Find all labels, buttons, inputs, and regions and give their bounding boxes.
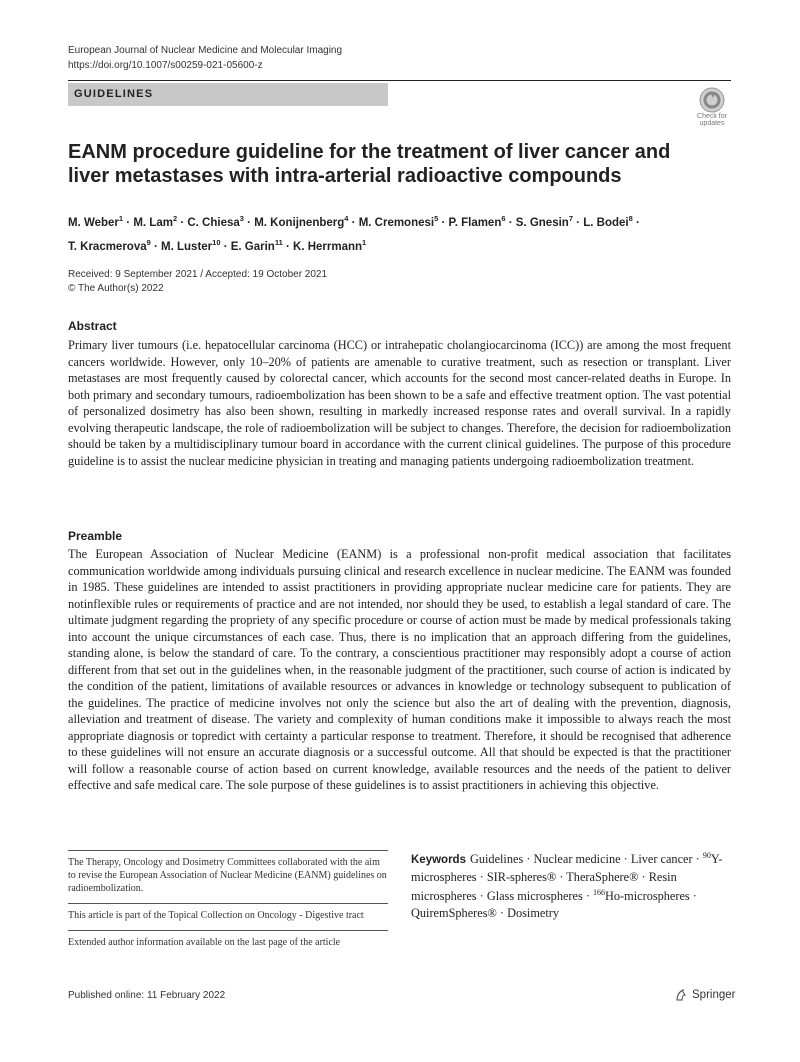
keywords-list: Guidelines · Nuclear medicine · Liver cancer · $^{90}$Y-microspheres · SIR-spheres® · TheraSphere® · Resin microspheres · Glass microspheres · $^{166}$Ho-microspheres · QuiremSpheres® · Dosimetry bbox=[411, 851, 723, 920]
preamble-text: The European Association of Nuclear Medicine (EANM) is a professional non-profit medical association that facilitates communication worldwide among individuals pursuing clinical and research excellence in nuclear medicine. The EANM was founded in 1985. These guidelines are intended to assist practitioners in providing appropriate nuclear medicine care for patients. They are notinflexible rules or requirements of practice and are not intended, nor should they be used, to establish a legal standard of care. The ultimate judgment regarding the propriety of any specific procedure or course of action must be made by medical professionals taking into account the unique circumstances of each case. Thus, there is no implication that an approach differing from the guidelines, standing alone, is below the standard of care. To the contrary, a conscientious practitioner may responsibly adopt a course of action different from that set out in the guidelines when, in the reasonable judgment of the practitioner, such course of action is indicated by the condition of the patient, limitations of available resources or advances in knowledge or technology subsequent to publication of the guidelines. The practice of medicine involves not only the science but also the art of dealing with the prevention, diagnosis, alleviation and treatment of disease. The variety and complexity of human conditions make it impossible to always reach the most appropriate diagnosis or topredict with certainty a particular response to treatment. Therefore, it should be recognised that adherence to these guidelines will not ensure an accurate diagnosis or a successful outcome. All that should be expected is that the practitioner will follow a reasonable course of action based on current knowledge, available resources and the needs of the patient to deliver effective and safe medical care. The sole purpose of these guidelines is to assist practitioners in achieving this objective. bbox=[68, 547, 731, 792]
author-separator: · bbox=[505, 216, 516, 229]
abstract-heading: Abstract bbox=[68, 319, 117, 333]
author-affiliation: 1 bbox=[118, 214, 124, 223]
check-for-updates-button[interactable] bbox=[690, 87, 734, 127]
journal-header bbox=[68, 43, 342, 73]
footnote-author-info: Extended author information available on the last page of the article bbox=[68, 930, 388, 957]
keyword-item: Resin microspheres bbox=[411, 869, 677, 904]
keyword-item: Glass microspheres bbox=[486, 889, 583, 904]
author-affiliation: 8 bbox=[628, 214, 633, 223]
article-type-badge: GUIDELINES bbox=[68, 83, 388, 106]
check-updates-line2: updates bbox=[699, 120, 725, 127]
preamble-heading: Preamble bbox=[68, 529, 123, 543]
author-name[interactable]: P. Flamen$^6$ bbox=[448, 214, 506, 229]
author-name[interactable]: L. Bodei$^8$ bbox=[583, 214, 633, 229]
author-affiliation: 6 bbox=[501, 214, 506, 223]
springer-horse-icon bbox=[674, 988, 688, 1002]
author-name[interactable]: M. Konijnenberg$^4$ bbox=[254, 214, 349, 229]
author-name[interactable]: E. Garin$^{11}$ bbox=[230, 237, 283, 253]
author-separator: · bbox=[177, 216, 188, 229]
author-affiliation: 9 bbox=[146, 237, 151, 247]
keywords-block bbox=[411, 848, 733, 921]
published-date: Published online: 11 February 2022 bbox=[68, 990, 226, 1001]
keyword-item: Nuclear medicine bbox=[533, 852, 621, 867]
author-name[interactable]: K. Herrmann$^1$ bbox=[293, 237, 367, 253]
author-separator: · bbox=[632, 216, 640, 229]
footnote-committees: The Therapy, Oncology and Dosimetry Committees collaborated with the aim to revise the European Association of Nuclear Medicine (EANM) guidelines on radioembolization. bbox=[68, 850, 388, 903]
keyword-item: $^{90}$Y-microspheres bbox=[411, 851, 723, 884]
journal-name: European Journal of Nuclear Medicine and Molecular Imaging bbox=[68, 45, 343, 56]
doi-link[interactable]: https://doi.org/10.1007/s00259-021-05600-z bbox=[68, 60, 263, 71]
keyword-item: Liver cancer bbox=[630, 852, 693, 867]
author-name[interactable]: T. Kracmerova$^9$ bbox=[68, 237, 151, 253]
publisher-name: Springer bbox=[692, 989, 736, 1001]
received-accepted-dates: Received: 9 September 2021 / Accepted: 19 October 2021 bbox=[68, 269, 328, 280]
article-title: EANM procedure guideline for the treatment of liver cancer and liver metastases with intra-arterial radioactive compounds bbox=[68, 141, 671, 187]
author-separator: · bbox=[150, 240, 162, 253]
keywords-label: Keywords bbox=[411, 854, 466, 867]
author-affiliation: 7 bbox=[568, 214, 573, 223]
author-affiliation: 5 bbox=[434, 214, 439, 223]
author-affiliation: 2 bbox=[172, 214, 178, 223]
keyword-item: Dosimetry bbox=[507, 905, 560, 920]
author-name[interactable]: C. Chiesa$^3$ bbox=[187, 214, 244, 229]
author-separator: · bbox=[282, 240, 294, 253]
author-name[interactable]: M. Lam$^2$ bbox=[133, 214, 178, 229]
copyright-line: © The Author(s) 2022 bbox=[68, 283, 164, 294]
author-separator: · bbox=[123, 216, 134, 229]
keyword-item: TheraSphere® bbox=[566, 869, 639, 884]
author-affiliation: 10 bbox=[212, 237, 221, 247]
header-rule bbox=[68, 80, 731, 81]
check-updates-icon bbox=[699, 87, 725, 113]
keyword-item: $^{166}$Ho-microspheres bbox=[593, 888, 690, 904]
author-separator: · bbox=[220, 240, 231, 253]
author-affiliation: 3 bbox=[239, 214, 244, 223]
author-name[interactable]: S. Gnesin$^7$ bbox=[515, 214, 573, 229]
author-name[interactable]: M. Luster$^{10}$ bbox=[161, 237, 221, 253]
author-affiliation: 1 bbox=[362, 237, 367, 247]
keyword-item: QuiremSpheres® bbox=[411, 905, 497, 920]
author-affiliation: 11 bbox=[274, 237, 283, 247]
keyword-item: Guidelines bbox=[469, 852, 524, 867]
check-updates-line1: Check for bbox=[697, 113, 727, 120]
publisher-logo bbox=[674, 988, 735, 1002]
abstract-text: Primary liver tumours (i.e. hepatocellular carcinoma (HCC) or intrahepatic cholangiocarcinoma (ICC)) are among the most frequent cancers worldwide. However, only 10–20% of patients are amenable to curative treatment, such as resection or transplant. Liver metastases are most frequently caused by colorectal cancer, which accounts for the second most cancer-related deaths in Europe. In both primary and secondary tumours, radioembolization has been shown to be a safe and effective treatment option. The vast potential of personalized dosimetry has also been shown, resulting in markedly increased response rates and overall survival. In a rapidly evolving therapeutic landscape, the role of radioembolization will be subject to changes. Therefore, the decision for radioembolization should be taken by a multidisciplinary tumour board in accordance with the current clinical guidelines. The purpose of this procedure guideline is to assist the nuclear medicine physician in treating and managing patients undergoing radioembolization treatment. bbox=[68, 338, 731, 468]
footnotes bbox=[68, 850, 388, 957]
article-history bbox=[68, 268, 327, 296]
author-list bbox=[68, 209, 728, 257]
author-separator: · bbox=[348, 216, 359, 229]
author-name[interactable]: M. Weber$^1$ bbox=[68, 214, 124, 229]
author-affiliation: 4 bbox=[344, 214, 349, 223]
keyword-item: SIR-spheres® bbox=[486, 869, 557, 884]
footnote-topical-collection: This article is part of the Topical Collection on Oncology - Digestive tract bbox=[68, 903, 388, 930]
author-separator: · bbox=[438, 216, 449, 229]
author-separator: · bbox=[243, 216, 255, 229]
author-separator: · bbox=[572, 216, 584, 229]
author-name[interactable]: M. Cremonesi$^5$ bbox=[358, 214, 439, 229]
